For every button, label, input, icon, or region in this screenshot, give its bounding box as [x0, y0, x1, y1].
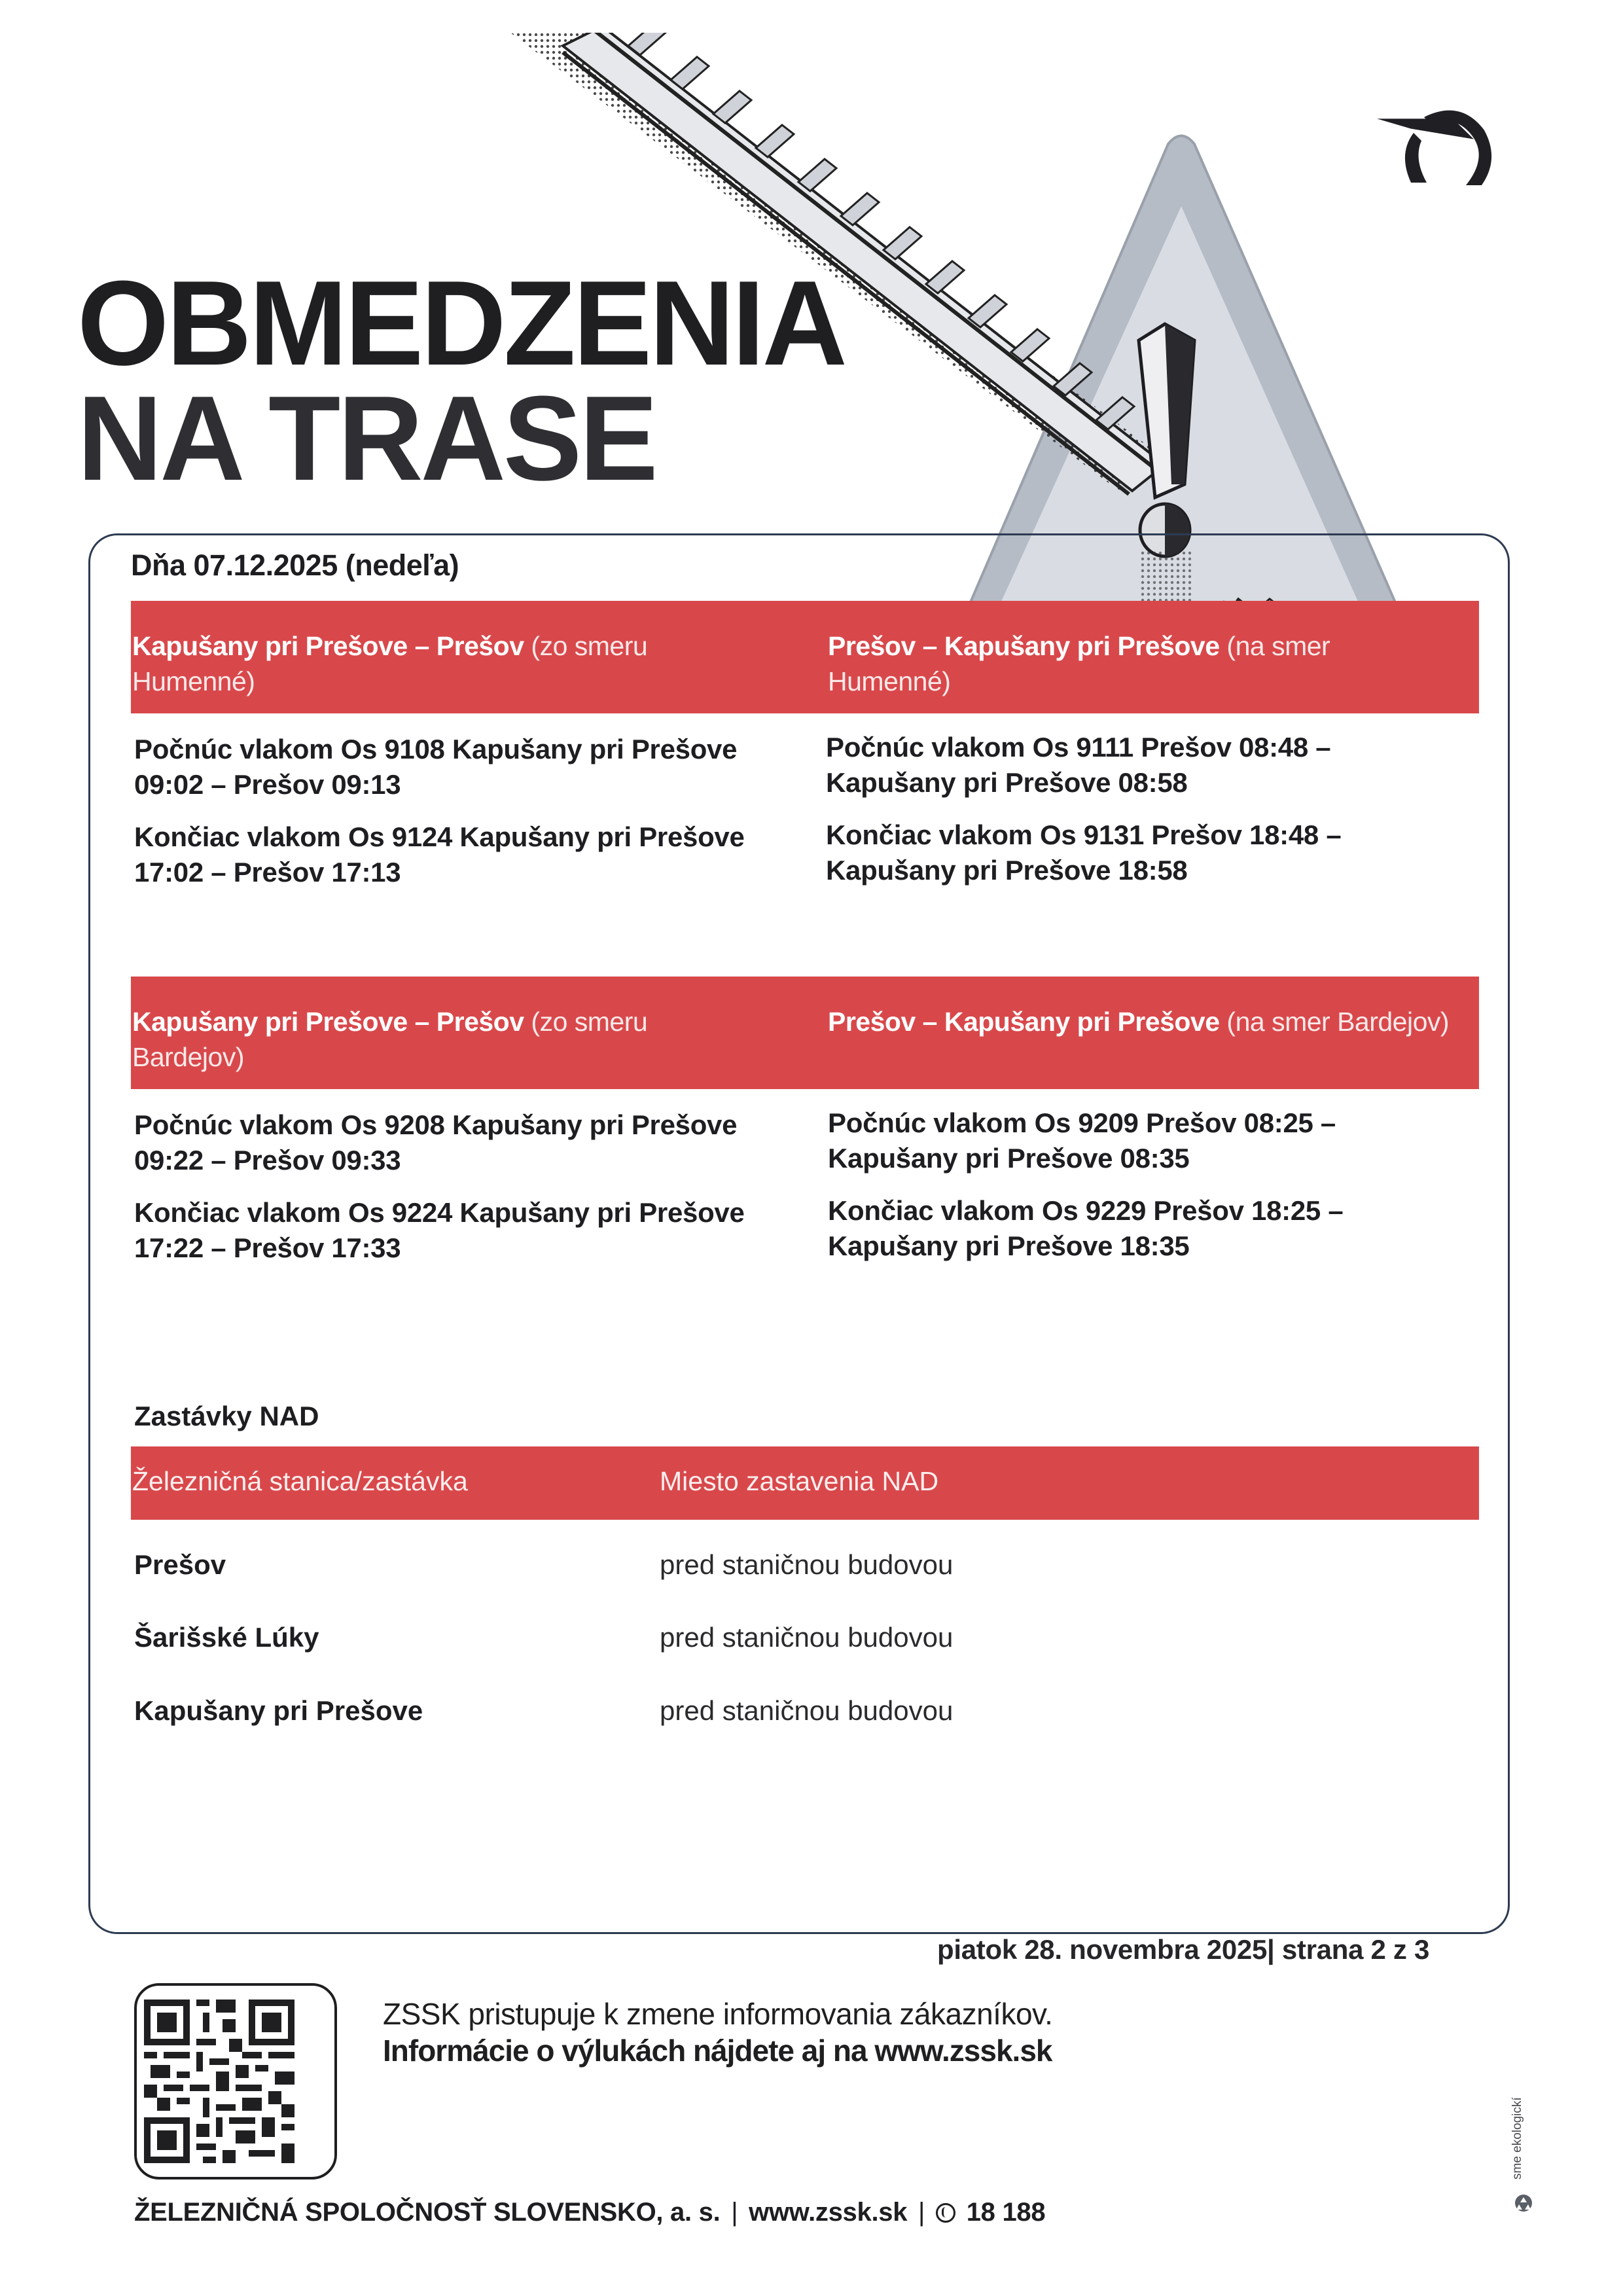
info-website-message[interactable]: Informácie o výlukách nájdete aj na www.zssk.sk [383, 2034, 1052, 2068]
train-entry: Končiac vlakom Os 9224 Kapušany pri Prešove 17:22 – Prešov 17:33 [134, 1197, 745, 1263]
qr-code-icon[interactable] [144, 2000, 294, 2163]
railway-track-upper [563, 33, 1165, 494]
eco-text: sme ekologickí [1510, 2097, 1524, 2179]
route-header-right: Prešov – Kapušany pri Prešove (na smer Bardejov) [828, 1007, 1450, 1037]
phone-number[interactable]: 18 188 [966, 2198, 1046, 2227]
stop-location: pred staničnou budovou [660, 1549, 954, 1580]
train-entry: Končiac vlakom Os 9131 Prešov 18:48 – Kapušany pri Prešove 18:58 [826, 819, 1342, 886]
route-header-left: Kapušany pri Prešove – Prešov (zo smeru Humenné) [132, 631, 648, 696]
restriction-date: Dňa 07.12.2025 (nedeľa) [131, 548, 459, 582]
recycle-icon [1513, 2193, 1534, 2214]
column-header-station: Železničná stanica/zastávka [132, 1466, 468, 1496]
route-header-bardejov [131, 977, 1479, 1089]
train-entry: Počnúc vlakom Os 9209 Prešov 08:25 – Kapušany pri Prešove 08:35 [828, 1107, 1336, 1174]
nad-table-header [131, 1446, 1479, 1520]
website-link[interactable]: www.zssk.sk [749, 2198, 908, 2227]
separator: | [731, 2198, 738, 2227]
station-name: Prešov [134, 1549, 226, 1580]
train-entry: Počnúc vlakom Os 9111 Prešov 08:48 – Kapušany pri Prešove 08:58 [826, 732, 1331, 798]
route-header-left: Kapušany pri Prešove – Prešov (zo smeru Bardejov) [132, 1007, 648, 1072]
zssk-logo-icon [1358, 101, 1522, 206]
route-header-right: Prešov – Kapušany pri Prešove (na smer Humenné) [828, 631, 1330, 696]
company-name: ŽELEZNIČNÁ SPOLOČNOSŤ SLOVENSKO, a. s. [134, 2198, 721, 2227]
eco-badge [1505, 2081, 1544, 2232]
train-entry: Končiac vlakom Os 9124 Kapušany pri Prešove 17:02 – Prešov 17:13 [134, 821, 745, 888]
train-entry: Končiac vlakom Os 9229 Prešov 18:25 – Kapušany pri Prešove 18:35 [828, 1195, 1344, 1261]
train-entry: Počnúc vlakom Os 9108 Kapušany pri Prešove 09:02 – Prešov 09:13 [134, 734, 738, 800]
stop-location: pred staničnou budovou [660, 1695, 954, 1726]
phone-icon [936, 2203, 955, 2223]
title-line-1: OBMEDZENIA [77, 255, 845, 390]
station-name: Kapušany pri Prešove [134, 1695, 423, 1726]
train-entry: Počnúc vlakom Os 9208 Kapušany pri Prešove 09:22 – Prešov 09:33 [134, 1109, 738, 1175]
route-header-humenne [131, 601, 1479, 713]
info-message: ZSSK pristupuje k zmene informovania zákazníkov. [383, 1997, 1053, 2031]
station-name: Šarišské Lúky [134, 1622, 319, 1653]
column-header-stop-location: Miesto zastavenia NAD [660, 1466, 939, 1496]
nad-stops-title: Zastávky NAD [134, 1401, 319, 1431]
stop-location: pred staničnou budovou [660, 1622, 954, 1653]
footer [134, 2198, 1045, 2227]
title-line-2: NA TRASE [77, 370, 656, 505]
separator: | [918, 2198, 925, 2227]
page-info: piatok 28. novembra 2025| strana 2 z 3 [937, 1934, 1430, 1965]
